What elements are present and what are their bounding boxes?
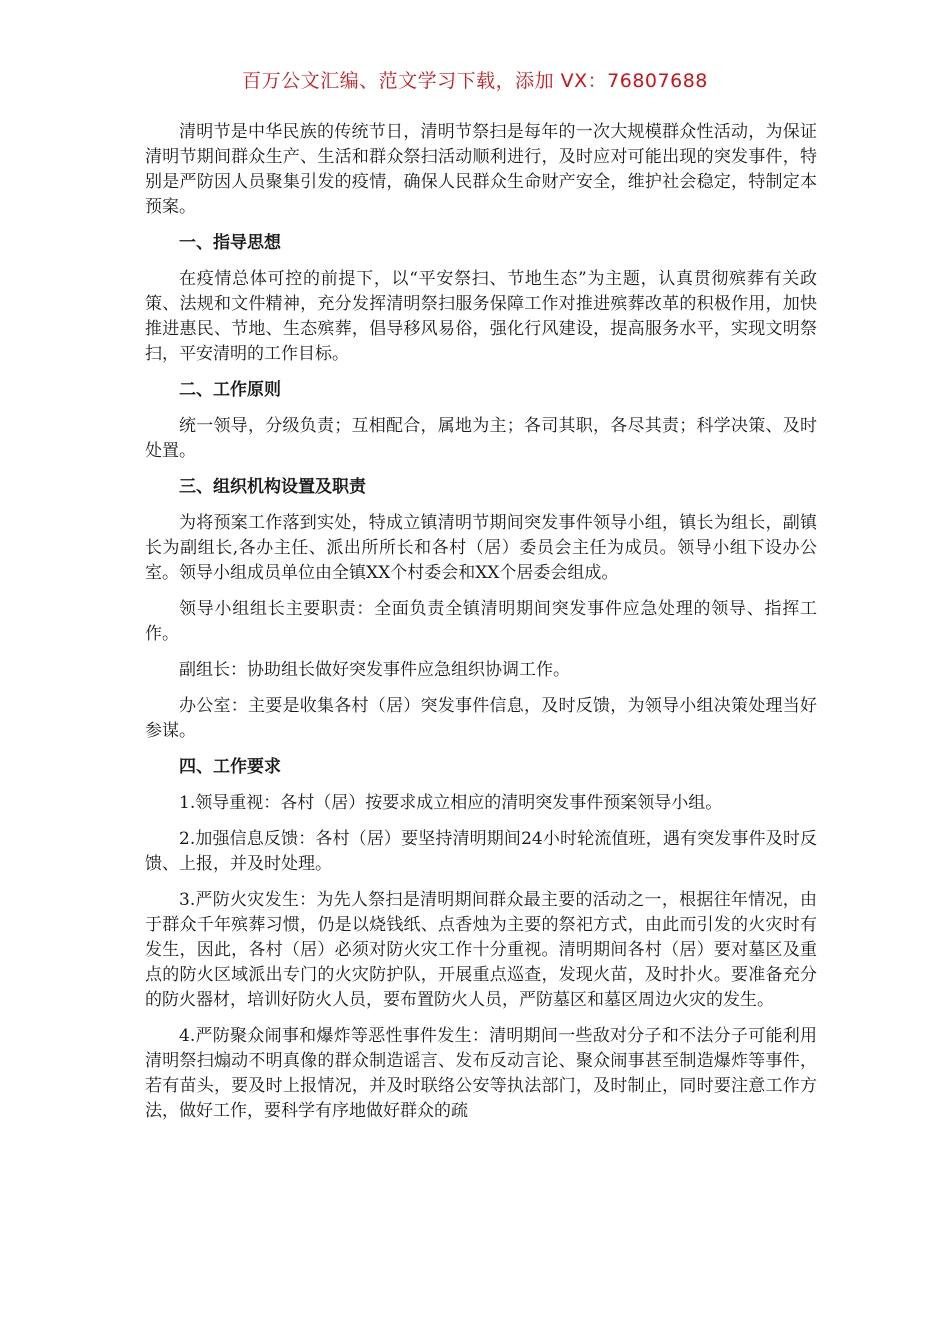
section-paragraph: 办公室：主要是收集各村（居）突发事件信息，及时反馈，为领导小组决策处理当好参谋。 — [145, 696, 817, 741]
section-heading: 四、工作要求 — [179, 757, 281, 777]
section-paragraph: 为将预案工作落到实处，特成立镇清明节期间突发事件领导小组，镇长为组长，副镇长为副组长,各办主任、派出所所长和各村（居）委员会主任为成员。领导小组下设办公室。领导小组成员单位由全镇XX个村委会和XX个居委会组成。 — [145, 513, 817, 583]
document-body — [145, 120, 817, 1135]
section-paragraph: 在疫情总体可控的前提下，以“平安祭扫、节地生态”为主题，认真贯彻殡葬有关政策、法规和文件精神，充分发挥清明祭扫服务保障工作对推进殡葬改革的积极作用，加快推进惠民、节地、生态殡葬，倡导移风易俗，强化行风建设，提高服务水平，实现文明祭扫，平安清明的工作目标。 — [145, 269, 817, 364]
section-paragraph: 1.领导重视：各村（居）按要求成立相应的清明突发事件预案领导小组。 — [179, 793, 723, 813]
section-paragraph: 领导小组组长主要职责：全面负责全镇清明期间突发事件应急处理的领导、指挥工作。 — [145, 599, 817, 644]
section-heading: 一、指导思想 — [179, 233, 281, 253]
section-paragraph: 4.严防聚众闹事和爆炸等恶性事件发生：清明期间一些敌对分子和不法分子可能利用清明祭扫煽动不明真像的群众制造谣言、发布反动言论、聚众闹事甚至制造爆炸等事件，若有苗头，要及时上报情况，并及时联络公安等执法部门，及时制止，同时要注意工作方法，做好工作，要科学有序地做好群众的疏 — [145, 1026, 817, 1121]
section-paragraph: 3.严防火灾发生：为先人祭扫是清明期间群众最主要的活动之一，根据往年情况，由于群众千年殡葬习惯，仍是以烧钱纸、点香烛为主要的祭祀方式，由此而引发的火灾时有发生，因此，各村（居）必须对防火灾工作十分重视。清明期间各村（居）要对墓区及重点的防火区域派出专门的火灾防护队，开展重点巡查，发现火苗，及时扑火。要准备充分的防火器材，培训好防火人员，要布置防火人员，严防墓区和墓区周边火灾的发生。 — [145, 890, 817, 1010]
intro-paragraph: 清明节是中华民族的传统节日，清明节祭扫是每年的一次大规模群众性活动，为保证清明节期间群众生产、生活和群众祭扫活动顺利进行，及时应对可能出现的突发事件，特别是严防因人员聚集引发的疫情，确保人民群众生命财产安全，维护社会稳定，特制定本预案。 — [145, 122, 817, 217]
section-heading: 三、组织机构设置及职责 — [179, 477, 366, 497]
section-paragraph: 2.加强信息反馈：各村（居）要坚持清明期间24小时轮流值班，遇有突发事件及时反馈、上报，并及时处理。 — [145, 829, 817, 874]
header-banner: 百万公文汇编、范文学习下载，添加 VX：76807688 — [242, 70, 708, 92]
section-paragraph: 副组长：协助组长做好突发事件应急组织协调工作。 — [179, 660, 570, 680]
section-paragraph: 统一领导，分级负责；互相配合，属地为主；各司其职，各尽其责；科学决策、及时处置。 — [145, 416, 817, 461]
section-heading: 二、工作原则 — [179, 380, 281, 400]
